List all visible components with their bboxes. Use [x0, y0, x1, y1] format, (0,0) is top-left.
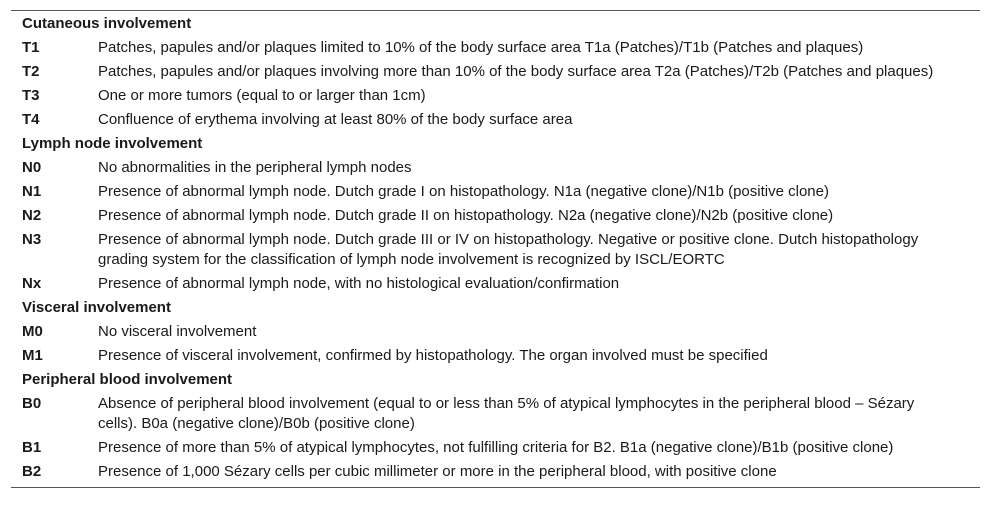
- row-description: Presence of abnormal lymph node. Dutch grade I on histopathology. N1a (negative clone)/N1b (positive clone): [98, 183, 829, 200]
- row-description: Patches, papules and/or plaques limited to 10% of the body surface area T1a (Patches)/T1b (Patches and plaques): [98, 39, 864, 56]
- row-description: No abnormalities in the peripheral lymph nodes: [98, 159, 412, 176]
- table-row: [11, 344, 980, 368]
- table-row: [11, 392, 980, 436]
- staging-table: [11, 10, 980, 488]
- table-row: [11, 84, 980, 108]
- row-code: N3: [22, 231, 42, 248]
- row-description: Presence of visceral involvement, confirmed by histopathology. The organ involved must be specified: [98, 347, 768, 364]
- row-code: B1: [22, 439, 42, 456]
- row-description: Presence of abnormal lymph node. Dutch grade II on histopathology. N2a (negative clone)/N2b (positive clone): [98, 207, 834, 224]
- table-row: [11, 60, 980, 84]
- row-code: B0: [22, 395, 42, 412]
- table-row: [11, 436, 980, 460]
- row-code: N0: [22, 159, 42, 176]
- row-code: T1: [22, 39, 40, 56]
- row-code: T3: [22, 87, 40, 104]
- row-description: Patches, papules and/or plaques involving more than 10% of the body surface area T2a (Patches)/T2b (Patches and plaques): [98, 63, 934, 80]
- section-header-row: [11, 296, 980, 320]
- row-code: Nx: [22, 275, 42, 292]
- row-description: Presence of 1,000 Sézary cells per cubic millimeter or more in the peripheral blood, with positive clone: [98, 463, 777, 480]
- row-description: One or more tumors (equal to or larger than 1cm): [98, 87, 426, 104]
- staging-table-grid: [11, 11, 980, 487]
- table-row: [11, 204, 980, 228]
- row-description: Presence of more than 5% of atypical lymphocytes, not fulfilling criteria for B2. B1a (negative clone)/B1b (positive clone): [98, 439, 894, 456]
- row-code: M0: [22, 323, 43, 340]
- row-description: Presence of abnormal lymph node. Dutch grade III or IV on histopathology. Negative or positive clone. Dutch histopathology grading system for the classification of lymph node involvement is recognized by ISCL/EORTC: [98, 231, 919, 268]
- table-row: [11, 228, 980, 272]
- section-heading-cutaneous: Cutaneous involvement: [22, 15, 192, 32]
- section-header-row: [11, 368, 980, 392]
- row-description: No visceral involvement: [98, 323, 257, 340]
- row-code: B2: [22, 463, 42, 480]
- table-row: [11, 320, 980, 344]
- row-description: Presence of abnormal lymph node, with no histological evaluation/confirmation: [98, 275, 620, 292]
- row-code: N2: [22, 207, 42, 224]
- row-description: Absence of peripheral blood involvement (equal to or less than 5% of atypical lymphocytes in the peripheral blood – Sézary cells). B0a (negative clone)/B0b (positive clone): [98, 395, 915, 432]
- section-heading-peripheral-blood: Peripheral blood involvement: [22, 371, 233, 388]
- table-row: [11, 180, 980, 204]
- row-description: Confluence of erythema involving at least 80% of the body surface area: [98, 111, 573, 128]
- table-row: [11, 460, 980, 487]
- row-code: T2: [22, 63, 40, 80]
- table-row: [11, 272, 980, 296]
- section-heading-lymph-node: Lymph node involvement: [22, 135, 203, 152]
- section-heading-visceral: Visceral involvement: [22, 299, 171, 316]
- table-row: [11, 108, 980, 132]
- table-row: [11, 36, 980, 60]
- row-code: M1: [22, 347, 43, 364]
- row-code: N1: [22, 183, 42, 200]
- row-code: T4: [22, 111, 40, 128]
- section-header-row: [11, 11, 980, 36]
- table-row: [11, 156, 980, 180]
- section-header-row: [11, 132, 980, 156]
